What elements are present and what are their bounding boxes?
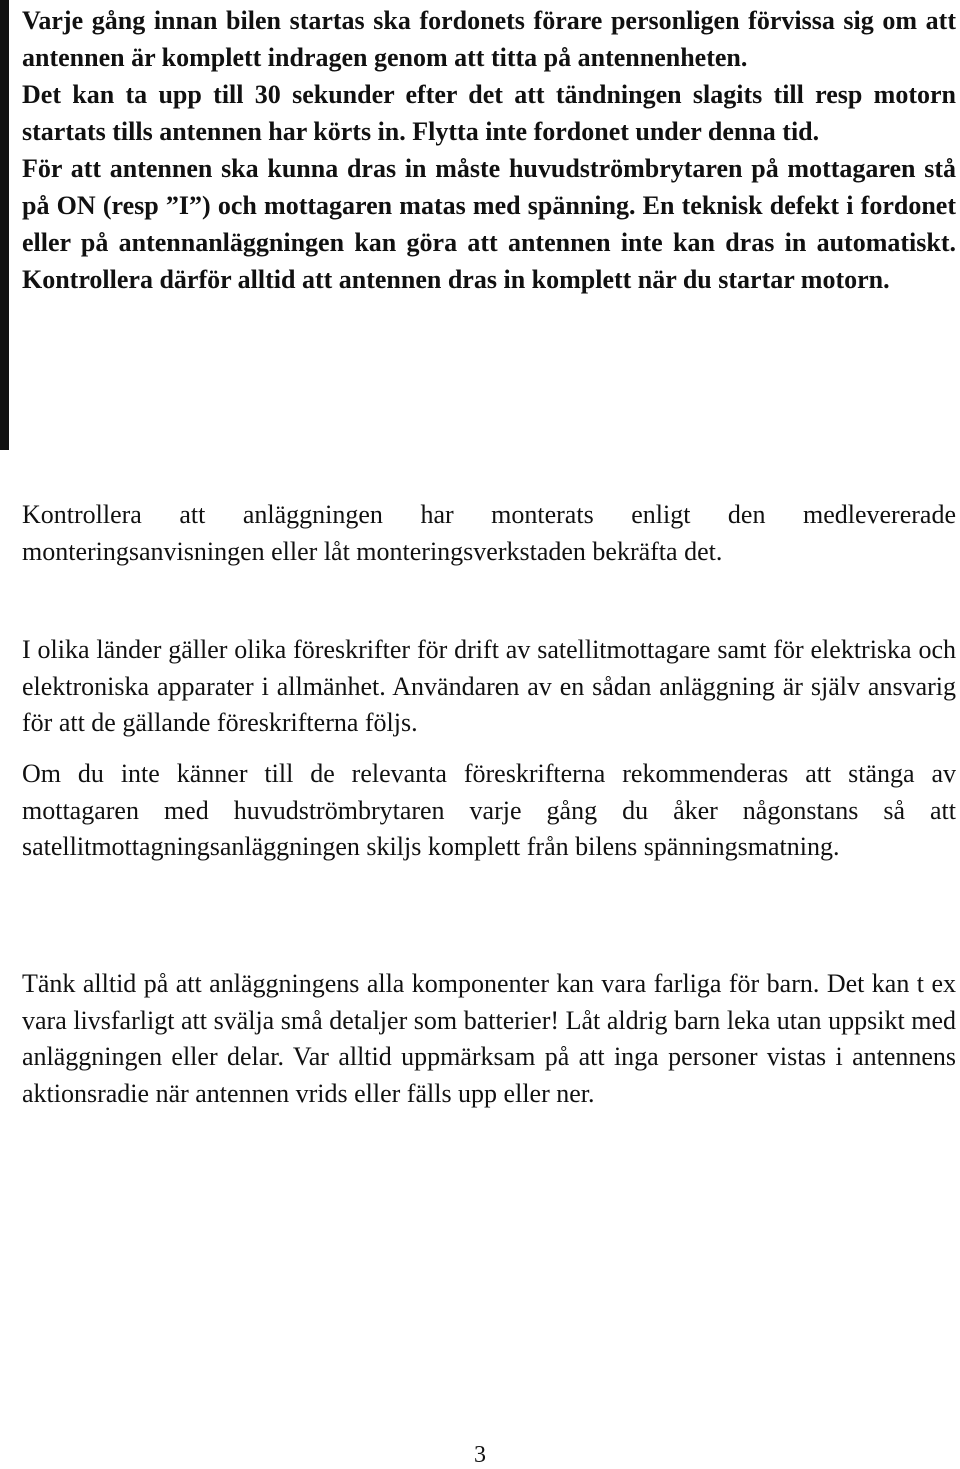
child-safety-text-b: Det kan t ex vara livsfarligt att svälja små detaljer som batterier! (22, 969, 957, 1035)
regulations-text-b: Användaren av en sådan anläggning är själv ansvarig för att de gällande föreskrifterna följs. (22, 671, 956, 737)
installation-check-paragraph (22, 497, 956, 570)
child-safety-text-d: Var alltid uppmärksam på att inga personer vistas i antennens aktionsradie när antennen vrids eller fälls upp eller ner. (22, 1042, 957, 1108)
child-safety-paragraph (22, 966, 956, 1112)
warning-line-3: För att antennen ska kunna dras in måste huvudströmbrytaren på mottagaren stå på ON (resp ”I”) och mottagaren matas med spänning. En teknisk defekt i fordonet eller på antennanläggningen kan göra att antennen inte kan dras in automatiskt. Kontrollera därför alltid att antennen dras in komplett när du startar motorn. (22, 154, 956, 294)
warning-line-2: Det kan ta upp till 30 sekunder efter det att tändningen slagits till resp motorn startats tills antennen har körts in. Flytta inte fordonet under denna tid. (22, 80, 956, 146)
warning-line-1: Varje gång innan bilen startas ska fordonets förare personligen förvissa sig om att antennen är komplett indragen genom att titta på antennenheten. (22, 6, 956, 72)
page-number: 3 (474, 1442, 486, 1468)
warning-block (22, 2, 956, 298)
child-safety-text-a: Tänk alltid på att anläggningens alla komponenter kan vara farliga för barn. (22, 969, 820, 998)
warning-sidebar-rule (0, 0, 9, 450)
regulations-paragraph (22, 632, 956, 742)
installation-check-text: Kontrollera att anläggningen har monterats enligt den medlevererade monteringsanvisningen eller låt monteringsverkstaden bekräfta det. (22, 500, 956, 566)
switch-off-advice-paragraph (22, 756, 956, 866)
regulations-text-a: I olika länder gäller olika föreskrifter för drift av satellitmottagare samt för elektriska och elektroniska apparater i allmänhet. (22, 635, 956, 701)
child-safety-text-c: Låt aldrig barn leka utan uppsikt med anläggningen eller delar. (22, 1005, 957, 1071)
switch-off-advice-text: Om du inte känner till de relevanta föreskrifterna rekommenderas att stänga av mottagaren med huvudströmbrytaren varje gång du åker någonstans så att satellitmottagningsanläggningen skiljs komplett från bilens spänningsmatning. (22, 759, 956, 861)
